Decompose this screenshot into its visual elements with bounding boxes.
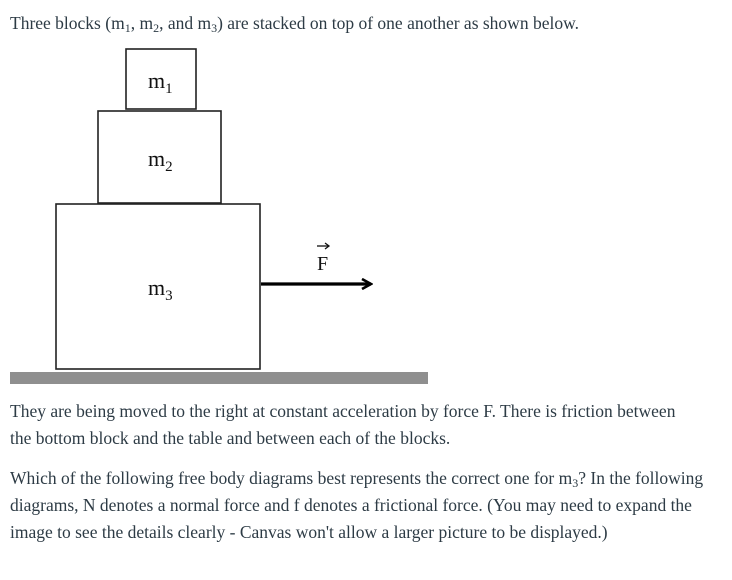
block-m2-label: $m_2$	[148, 146, 173, 175]
block-m1-label: $m_1$	[148, 68, 173, 97]
intro-pre: Three blocks (m	[10, 13, 125, 33]
intro-sub-3: 3	[211, 21, 218, 35]
force-label-text: F	[317, 253, 329, 275]
force-label	[317, 243, 329, 275]
intro-sub-2: 2	[153, 21, 160, 35]
motion-description: They are being moved to the right at constant acceleration by force F. There is friction between the bottom block and the table and between each of the blocks.	[10, 401, 676, 448]
intro-mid-2: , and m	[159, 13, 212, 33]
question-text	[10, 465, 725, 546]
block-m3-label: $m_3$	[148, 275, 173, 304]
intro-mid-1: , m	[130, 13, 154, 33]
question-post: ? In the following diagrams, N denotes a normal force and f denotes a frictional force. (You may need to expand the image to see the details clearly - Canvas won't allow a larger picture to be displayed.)	[10, 468, 704, 542]
intro-sub-1: 1	[124, 21, 131, 35]
intro-post: ) are stacked on top of one another as shown below.	[217, 13, 579, 33]
question-sub: 3	[572, 476, 579, 490]
table-surface	[10, 372, 428, 384]
question-pre: Which of the following free body diagrams best represents the correct one for m	[10, 468, 573, 488]
